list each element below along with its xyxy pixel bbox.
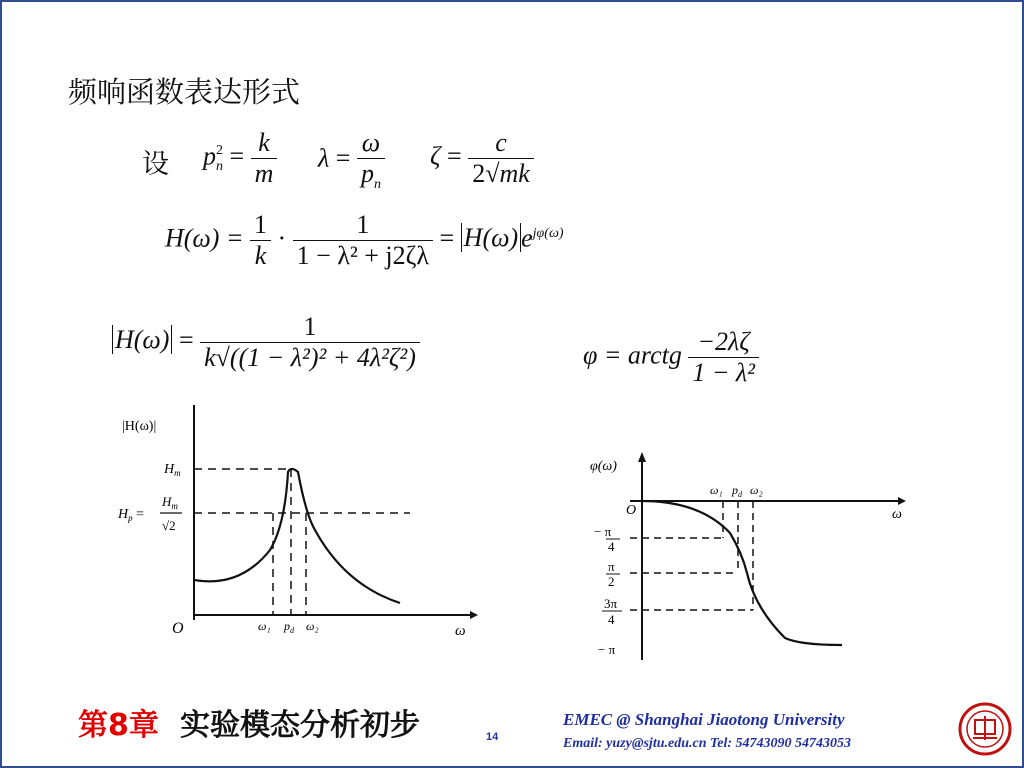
mag-y-label: |H(ω)| bbox=[122, 419, 157, 434]
mag-tick-w1: ω₁ bbox=[258, 619, 271, 633]
mag-x-arrow-icon bbox=[470, 611, 478, 619]
formula-phi: φ = arctg $\frac{-2\lambda\zeta}{\text{1 − λ²}}$ bbox=[583, 327, 759, 388]
mag-hp-num: $H_m$ bbox=[162, 494, 178, 511]
phase-label-pi2: π bbox=[608, 559, 615, 574]
institution-line: EMEC @ Shanghai Jiaotong University bbox=[563, 710, 845, 729]
phase-den-4: 4 bbox=[608, 539, 615, 554]
phase-label-3pi4: 3π bbox=[604, 596, 618, 611]
course-title: 实验模态分析初步 bbox=[180, 708, 420, 743]
mag-curve bbox=[194, 469, 400, 603]
page-number: 14 bbox=[486, 731, 499, 743]
mag-hp-label: $H_p$ = bbox=[118, 507, 145, 523]
mag-tick-w2: ω₂ bbox=[306, 619, 319, 633]
slide-title: 频响函数表达形式 bbox=[68, 75, 301, 109]
phase-label-pi4: − π bbox=[594, 524, 612, 539]
mag-tick-pd: $p_d$ bbox=[284, 619, 294, 635]
phase-tick-pd: $p_d$ bbox=[732, 483, 742, 499]
formula-zeta: ζ = $\frac{c}{2√mk}$ bbox=[430, 128, 534, 189]
sjtu-emblem-icon bbox=[958, 702, 1012, 756]
phase-plot bbox=[580, 448, 910, 668]
lead-word: 设 bbox=[142, 149, 169, 180]
phase-label-negpi: − π bbox=[598, 642, 616, 657]
magnitude-plot bbox=[110, 400, 480, 640]
formula-lambda: λ = $\frac{\omega}{p_n}$ bbox=[318, 128, 385, 193]
mag-hm-label: $H_m$ bbox=[164, 462, 181, 478]
phase-y-label: φ(ω) bbox=[590, 459, 617, 474]
phase-y-arrow-icon bbox=[638, 452, 646, 462]
phase-tick-w1: ω₁ bbox=[710, 483, 723, 497]
mag-hp-den: √2 bbox=[162, 518, 176, 533]
phase-x-label: ω bbox=[892, 507, 902, 522]
chapter-label: 第8章 bbox=[78, 708, 159, 743]
mag-origin: O bbox=[172, 620, 184, 637]
contact-line: Email: yuzy@sjtu.edu.cn Tel: 54743090 54743053 bbox=[563, 736, 852, 751]
phase-den-4b: 4 bbox=[608, 612, 615, 627]
formula-H-mod: H(ω) = $\frac{1}{\text{k√((1 − λ²)² + 4λ²ζ²)}}$ bbox=[112, 312, 420, 373]
phase-den-2: 2 bbox=[608, 574, 615, 589]
formula-pn: p 2 n = $\frac{k}{m}$ bbox=[203, 128, 277, 189]
phase-origin: O bbox=[626, 503, 637, 518]
mag-x-label: ω bbox=[455, 623, 466, 639]
phase-tick-w2: ω₂ bbox=[750, 483, 763, 497]
phase-x-arrow-icon bbox=[898, 497, 906, 505]
formula-H: H(ω) = $\frac{1}{k}$ · $\frac{1}{\text{1 − λ² + j2ζλ}}$ = H(ω) $e^{j\varphi(\omega)}$ bbox=[165, 210, 564, 270]
